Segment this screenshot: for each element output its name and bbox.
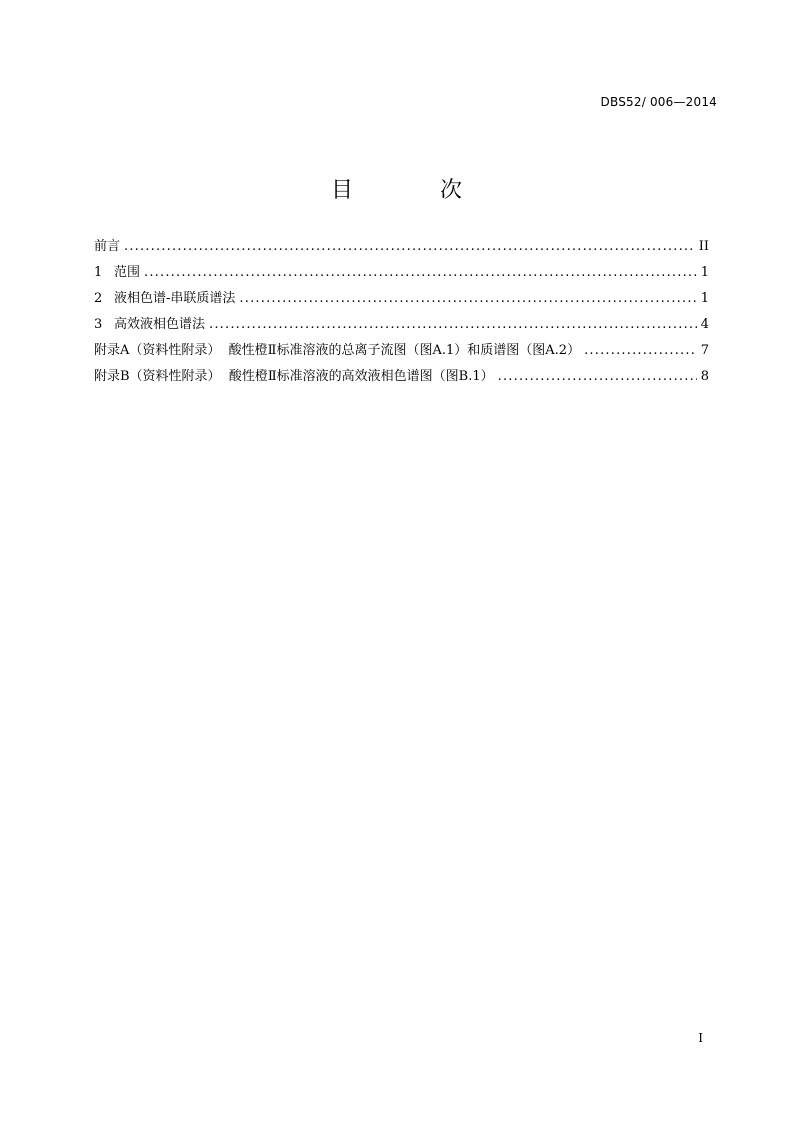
page-number: I	[698, 1031, 703, 1045]
toc-entry-text: 范围	[114, 265, 141, 280]
toc-page-number: 8	[700, 369, 709, 384]
toc-leader-dots	[144, 264, 697, 282]
toc-entry-preface[interactable]	[94, 238, 709, 264]
page-title: 目 次	[331, 178, 502, 203]
toc-entry-label	[94, 290, 235, 308]
toc-leader-dots	[239, 290, 696, 308]
toc-entry-text: 附录A（资料性附录） 酸性橙Ⅱ标准溶液的总离子流图（图A.1）和质谱图（图A.2）	[94, 343, 581, 358]
toc-entry-text: 附录B（资料性附录） 酸性橙Ⅱ标准溶液的高效液相色谱图（图B.1）	[94, 369, 494, 384]
toc-entry-text: 液相色谱-串联质谱法	[114, 291, 236, 306]
toc-entry-lcms[interactable]	[94, 290, 709, 316]
toc-page-number: 4	[700, 317, 709, 332]
toc-leader-dots	[124, 238, 695, 256]
toc-entry-scope[interactable]	[94, 264, 709, 290]
toc-leader-dots	[584, 342, 697, 360]
toc-page-number: 1	[700, 291, 709, 306]
toc-page-number: 7	[700, 343, 709, 358]
toc-leader-dots	[498, 368, 697, 386]
toc-entry-text: 前言	[94, 239, 121, 254]
toc-entry-number: 3	[94, 317, 103, 332]
toc-entry-text: 高效液相色谱法	[114, 317, 206, 332]
toc-entry-label	[94, 316, 205, 334]
toc-entry-label	[94, 264, 140, 282]
toc-page-number: 1	[700, 265, 709, 280]
toc-leader-dots	[209, 316, 697, 334]
table-of-contents	[94, 238, 709, 394]
toc-entry-appendix-a[interactable]	[94, 342, 709, 368]
toc-entry-hplc[interactable]	[94, 316, 709, 342]
toc-page-number: II	[698, 239, 709, 254]
toc-entry-label	[94, 342, 580, 360]
toc-entry-appendix-b[interactable]	[94, 368, 709, 394]
toc-entry-number: 2	[94, 291, 103, 306]
toc-entry-number: 1	[94, 265, 103, 280]
toc-entry-label	[94, 368, 494, 386]
toc-entry-label	[94, 238, 120, 256]
document-code: DBS52/ 006—2014	[600, 95, 717, 109]
